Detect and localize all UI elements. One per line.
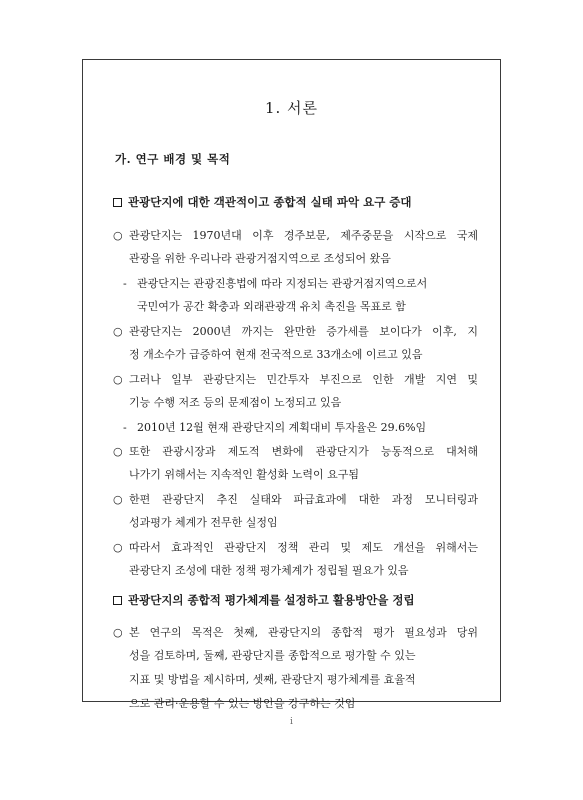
list-item: ○ 그러나 일부 관광단지는 민간투자 부진으로 인한 개발 지연 및 기능 수행 저조 등의 문제점이 노정되고 있음 bbox=[113, 372, 478, 409]
list-item: ○ 관광단지는 1970년대 이후 경주보문, 제주중문을 시작으로 국제 관광을 위한 우리나라 관광거점지역으로 조성되어 왔음 bbox=[113, 228, 478, 265]
dash-bullet-icon: - bbox=[123, 420, 127, 434]
section-heading: 관광단지의 종합적 평가체계를 설정하고 활용방안을 정립 bbox=[113, 592, 415, 608]
page-number: i bbox=[290, 717, 293, 727]
list-item: ○ 한편 관광단지 추진 실태와 파급효과에 대한 과정 모니터링과 성과평가 체계가 전무한 실정임 bbox=[113, 492, 478, 529]
square-bullet-icon bbox=[113, 198, 122, 207]
document-frame bbox=[82, 59, 501, 710]
page-title: 1. 서론 bbox=[264, 99, 319, 117]
sub-list-item: - 관광단지는 관광진흥법에 따라 지정되는 관광거점지역으로서 국민여가 공간 확충과 외래관광객 유치 촉진을 목표로 함 bbox=[123, 276, 428, 313]
section-heading: 관광단지에 대한 객관적이고 종합적 실태 파악 요구 증대 bbox=[113, 194, 412, 210]
list-item: ○ 따라서 효과적인 관광단지 정책 관리 및 제도 개선을 위해서는 관광단지 조성에 대한 정책 평가체계가 정립될 필요가 있음 bbox=[113, 540, 478, 577]
list-item: ○ 본 연구의 목적은 첫째, 관광단지의 종합적 평가 필요성과 당위 성을 검토하며, 둘째, 관광단지를 종합적으로 평가할 수 있는 지표 및 방법을 제시하며, 셋째, 관광단지 평가체계를 효율적 으로 관리·운용할 수 있는 방안을 강구하는 것임 bbox=[113, 625, 478, 710]
square-bullet-icon bbox=[113, 596, 122, 605]
list-item: ○ 관광단지는 2000년 까지는 완만한 증가세를 보이다가 이후, 지 정 개소수가 급증하여 현재 전국적으로 33개소에 이르고 있음 bbox=[113, 324, 478, 361]
dash-bullet-icon: - bbox=[123, 276, 127, 290]
circle-bullet-icon: ○ bbox=[113, 372, 123, 386]
circle-bullet-icon: ○ bbox=[113, 492, 123, 506]
subsection-title: 가. 연구 배경 및 목적 bbox=[115, 152, 231, 166]
sub-list-item: - 2010년 12월 현재 관광단지의 계획대비 투자율은 29.6%임 bbox=[123, 420, 427, 434]
list-item: ○ 또한 관광시장과 제도적 변화에 관광단지가 능동적으로 대처해 나가기 위해서는 지속적인 활성화 노력이 요구됨 bbox=[113, 444, 478, 481]
circle-bullet-icon: ○ bbox=[113, 324, 123, 338]
circle-bullet-icon: ○ bbox=[113, 444, 123, 458]
circle-bullet-icon: ○ bbox=[113, 228, 123, 242]
circle-bullet-icon: ○ bbox=[113, 625, 123, 639]
circle-bullet-icon: ○ bbox=[113, 540, 123, 554]
